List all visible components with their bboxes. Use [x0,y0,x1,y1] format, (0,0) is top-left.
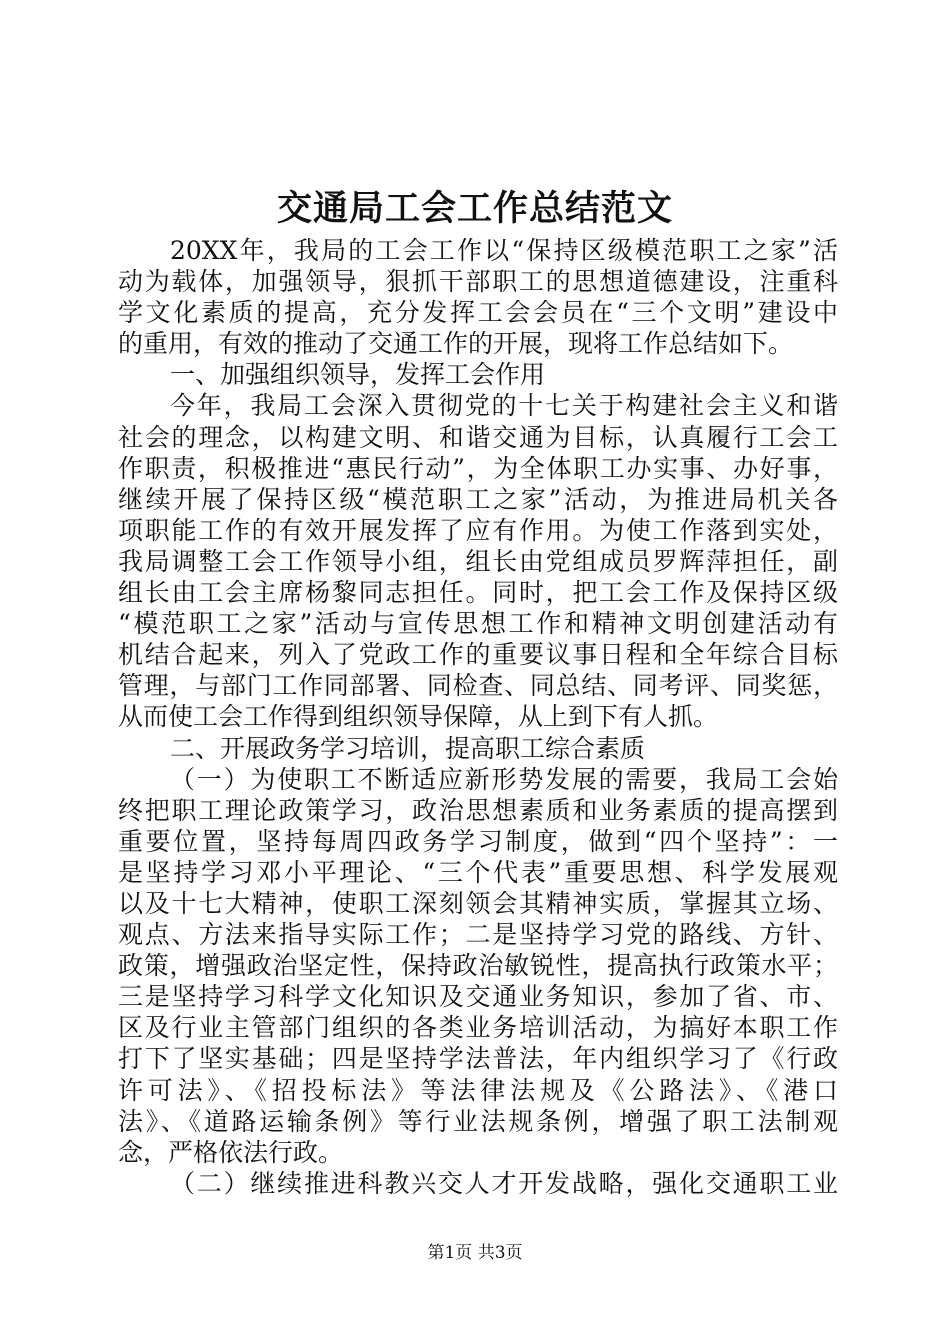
body-line: 20XX年，我局的工会工作以“保持区级模范职工之家”活 [170,236,838,265]
body-line: 三是坚持学习科学文化知识及交通业务知识，参加了省、市、 [118,982,838,1012]
body-line: 重要位置，坚持每周四政务学习制度，做到“四个坚持”：一 [118,826,838,856]
body-line: 学文化素质的提高，充分发挥工会会员在“三个文明”建设中 [118,298,838,328]
body-line: 机结合起来，列入了党政工作的重要议事日程和全年综合目标 [118,640,838,670]
body-line: 是坚持学习邓小平理论、“三个代表”重要思想、科学发展观 [118,857,838,887]
body-line: 许可法》、《招投标法》等法律法规及《公路法》、《港口 [118,1075,838,1105]
body-line: 终把职工理论政策学习，政治思想素质和业务素质的提高摆到 [118,795,838,825]
body-line: 政策，增强政治坚定性，保持政治敏锐性，提高执行政策水平； [118,951,838,981]
document-body [118,235,838,1199]
body-line: 管理，与部门工作同部署、同检查、同总结、同考评、同奖惩， [118,671,838,701]
body-line: 我局调整工会工作领导小组，组长由党组成员罗辉萍担任，副 [118,546,838,576]
body-line: 继续开展了保持区级“模范职工之家”活动，为推进局机关各 [118,484,838,514]
body-line: 法》、《道路运输条例》等行业法规条例，增强了职工法制观 [118,1106,838,1136]
body-line: 一、加强组织领导，发挥工会作用 [170,360,546,390]
body-line: 组长由工会主席杨黎同志担任。同时，把工会工作及保持区级 [118,578,838,608]
body-line: 念，严格依法行政。 [118,1137,344,1167]
body-line: 以及十七大精神，使职工深刻领会其精神实质，掌握其立场、 [118,888,838,918]
body-line: 动为载体，加强领导，狠抓干部职工的思想道德建设，注重科 [118,267,838,297]
body-line: 打下了坚实基础；四是坚持学法普法，年内组织学习了《行政 [118,1044,838,1074]
body-line: 项职能工作的有效开展发挥了应有作用。为使工作落到实处， [118,515,838,545]
body-line: （二）继续推进科教兴交人才开发战略，强化交通职工业 [170,1168,838,1198]
body-line: 今年，我局工会深入贯彻党的十七关于构建社会主义和谐 [170,391,838,421]
body-line: 从而使工会工作得到组织领导保障，从上到下有人抓。 [118,702,719,732]
body-line: （一）为使职工不断适应新形势发展的需要，我局工会始 [170,764,838,794]
page-footer: 第1页 共3页 [427,1243,523,1263]
body-line: 作职责，积极推进“惠民行动”，为全体职工办实事、办好事， [118,453,838,483]
body-line: 观点、方法来指导实际工作；二是坚持学习党的路线、方针、 [118,920,838,950]
document-title: 交通局工会工作总结范文 [276,188,673,229]
body-line: 二、开展政务学习培训，提高职工综合素质 [170,733,646,763]
body-line: 区及行业主管部门组织的各类业务培训活动，为搞好本职工作 [118,1013,838,1043]
body-line: “模范职工之家”活动与宣传思想工作和精神文明创建活动有 [118,609,838,639]
body-line: 社会的理念，以构建文明、和谐交通为目标，认真履行工会工 [118,422,838,452]
body-line: 的重用，有效的推动了交通工作的开展，现将工作总结如下。 [118,329,794,359]
